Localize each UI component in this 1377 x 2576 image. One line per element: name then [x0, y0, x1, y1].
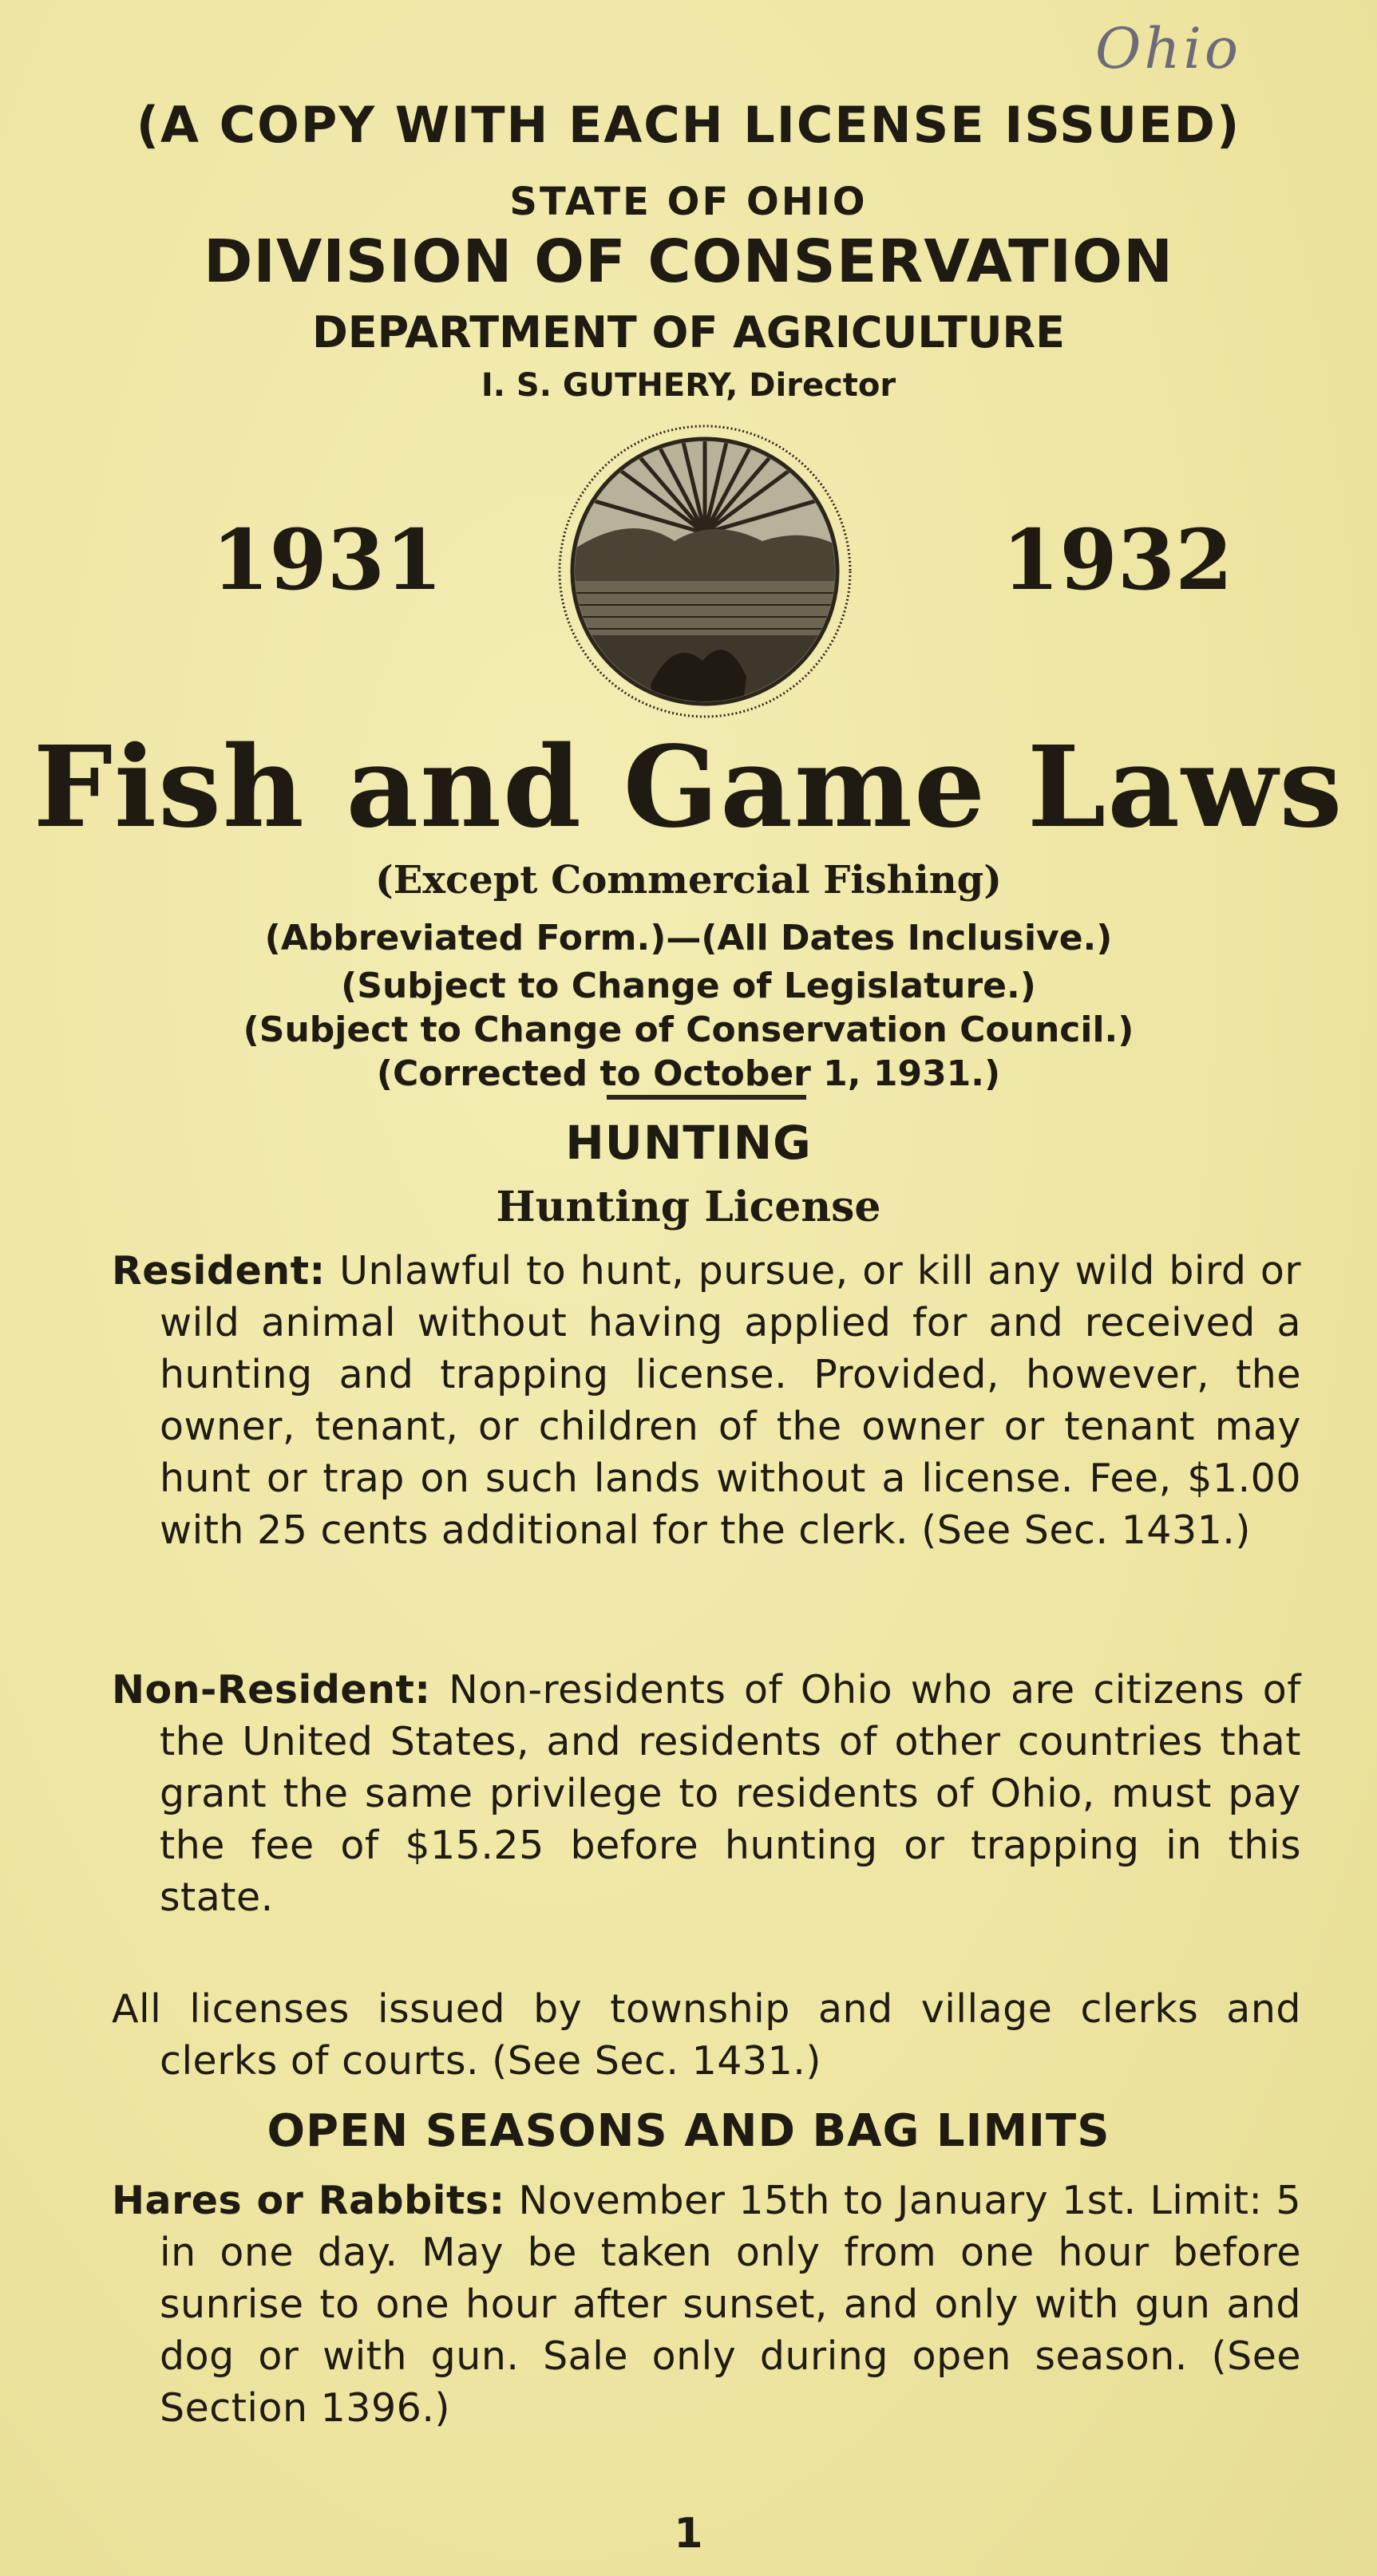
non-resident-paragraph: [112, 1664, 1301, 1923]
hares-text: November 15th to January 1st. Limit: 5 in one day. May be taken only from one hour before sunrise to one hour after sunset, and only with gun and dog or with gun. Sale only during open season. (See Section 1396.): [160, 2178, 1301, 2431]
non-resident-label: Non-Resident:: [112, 1667, 431, 1713]
copy-note: (A COPY WITH EACH LICENSE ISSUED): [136, 96, 1241, 154]
state-heading: STATE OF OHIO: [509, 180, 868, 224]
subtitle-legislature: (Subject to Change of Legislature.): [341, 966, 1036, 1006]
division-heading: DIVISION OF CONSERVATION: [203, 227, 1173, 296]
licenses-text: All licenses issued by township and village clerks and clerks of courts. (See Sec. 1431.): [112, 1986, 1301, 2084]
hares-paragraph: [112, 2175, 1301, 2434]
resident-text: Unlawful to hunt, pursue, or kill any wild bird or wild animal without having applied for and received a hunting and trapping license. Provided, however, the owner, tenant, or children of the owner or tenant may hunt or trap on such lands without a license. Fee, $1.00 with 25 cents additional for the clerk. (See Sec. 1431.): [160, 1248, 1301, 1553]
licenses-paragraph: [112, 1983, 1301, 2087]
resident-paragraph: [112, 1245, 1301, 1556]
document-title: Fish and Game Laws: [33, 722, 1344, 853]
page-number: 1: [674, 2510, 703, 2558]
resident-label: Resident:: [112, 1248, 326, 1294]
non-resident-text: Non-residents of Ohio who are citizens of the United States, and residents of other countries that grant the same privilege to residents of Ohio, must pay the fee of $15.25 before hunting or trapping in this state.: [160, 1667, 1301, 1920]
open-seasons-heading: OPEN SEASONS AND BAG LIMITS: [267, 2105, 1110, 2157]
hunting-heading: HUNTING: [565, 1116, 812, 1170]
year-left: 1931: [212, 511, 443, 609]
year-right: 1932: [1002, 511, 1233, 609]
department-heading: DEPARTMENT OF AGRICULTURE: [311, 307, 1066, 358]
subtitle-abbreviated: (Abbreviated Form.)—(All Dates Inclusive.): [264, 918, 1113, 958]
subtitle-corrected: (Corrected to October 1, 1931.): [376, 1053, 1001, 1094]
ohio-seal-icon: [555, 421, 855, 721]
hunting-license-heading: Hunting License: [496, 1183, 881, 1231]
handwritten-note: Ohio: [1094, 16, 1241, 81]
hares-label: Hares or Rabbits:: [112, 2178, 505, 2223]
divider-rule: [607, 1095, 806, 1100]
subtitle-council: (Subject to Change of Conservation Council.): [243, 1009, 1134, 1050]
subtitle-except: (Except Commercial Fishing): [375, 858, 1002, 903]
director-line: I. S. GUTHERY, Director: [481, 367, 896, 404]
